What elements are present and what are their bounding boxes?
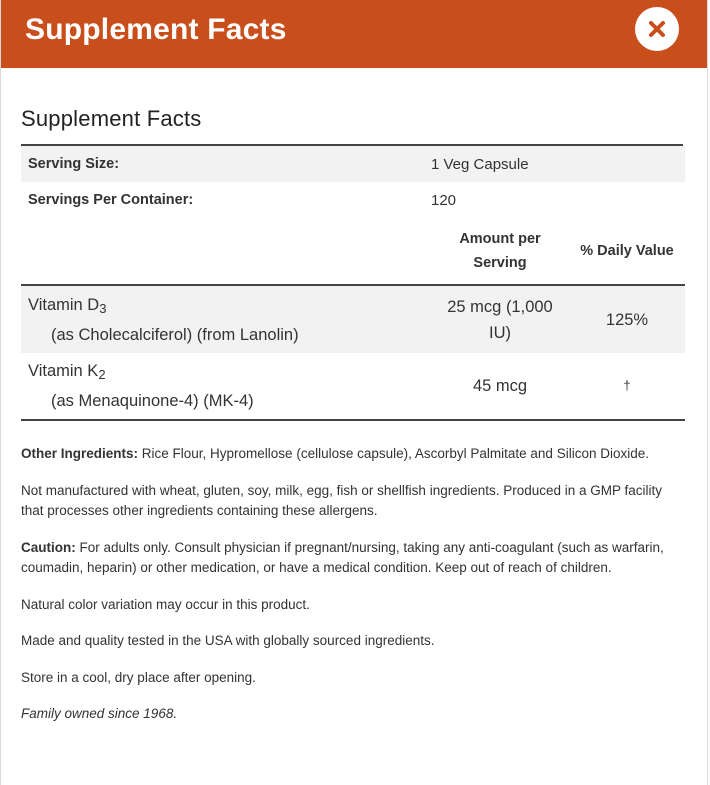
servings-per-container-value: 120 bbox=[431, 191, 457, 209]
serving-size-row bbox=[21, 146, 685, 182]
nutrient-amount: 45 mcg bbox=[472, 377, 528, 395]
nutrient-name: Vitamin $D_3$ (as Cholecalciferol) (from Lanolin) bbox=[21, 285, 431, 353]
table-header-row bbox=[21, 218, 685, 285]
daily-value-header: % Daily Value bbox=[580, 243, 674, 259]
modal-body bbox=[1, 106, 707, 725]
servings-per-container-label: Servings Per Container: bbox=[28, 192, 194, 208]
servings-per-container-row bbox=[21, 182, 685, 218]
product-notes bbox=[21, 444, 683, 725]
color-variation-note: Natural color variation may occur in this product. bbox=[21, 596, 310, 612]
supplement-facts-table bbox=[21, 146, 685, 421]
serving-size-label: Serving Size: bbox=[28, 156, 120, 172]
nutrient-amount: 25 mcg (1,000 IU) bbox=[447, 297, 553, 342]
family-owned-note: Family owned since 1968. bbox=[21, 706, 178, 721]
amount-per-serving-header: Amount per Serving bbox=[459, 231, 541, 271]
nutrient-name: Vitamin $K_2$ (as Menaquinone-4) (MK-4) bbox=[21, 353, 431, 420]
other-ingredients: Other Ingredients: Rice Flour, Hypromellose (cellulose capsule), Ascorbyl Palmitate and Silicon Dioxide. bbox=[21, 446, 649, 461]
allergen-statement: Not manufactured with wheat, gluten, soy, milk, egg, fish or shellfish ingredients. Produced in a GMP facility that processes other ingredients containing these allergens. bbox=[21, 482, 663, 518]
serving-size-value: 1 Veg Capsule bbox=[431, 155, 529, 173]
nutrient-daily-value: † bbox=[623, 378, 631, 393]
nutrient-row bbox=[21, 353, 685, 420]
nutrient-source: (as Menaquinone-4) (MK-4) bbox=[51, 392, 254, 410]
nutrient-row bbox=[21, 285, 685, 353]
nutrient-source: (as Cholecalciferol) (from Lanolin) bbox=[51, 325, 299, 344]
modal-title: Supplement Facts bbox=[25, 13, 287, 46]
facts-panel-title: Supplement Facts bbox=[21, 106, 683, 146]
nutrient-daily-value: 125% bbox=[605, 310, 649, 329]
made-in-usa-note: Made and quality tested in the USA with globally sourced ingredients. bbox=[21, 633, 435, 648]
storage-note: Store in a cool, dry place after opening. bbox=[21, 669, 256, 685]
close-button[interactable] bbox=[635, 7, 679, 51]
close-icon bbox=[648, 20, 666, 38]
caution-statement: Caution: For adults only. Consult physician if pregnant/nursing, taking any anti-coagulant (such as warfarin, coumadin, heparin) or other medication, or have a medical condition. Keep out of reach of children. bbox=[21, 539, 664, 575]
modal-header bbox=[1, 0, 707, 68]
